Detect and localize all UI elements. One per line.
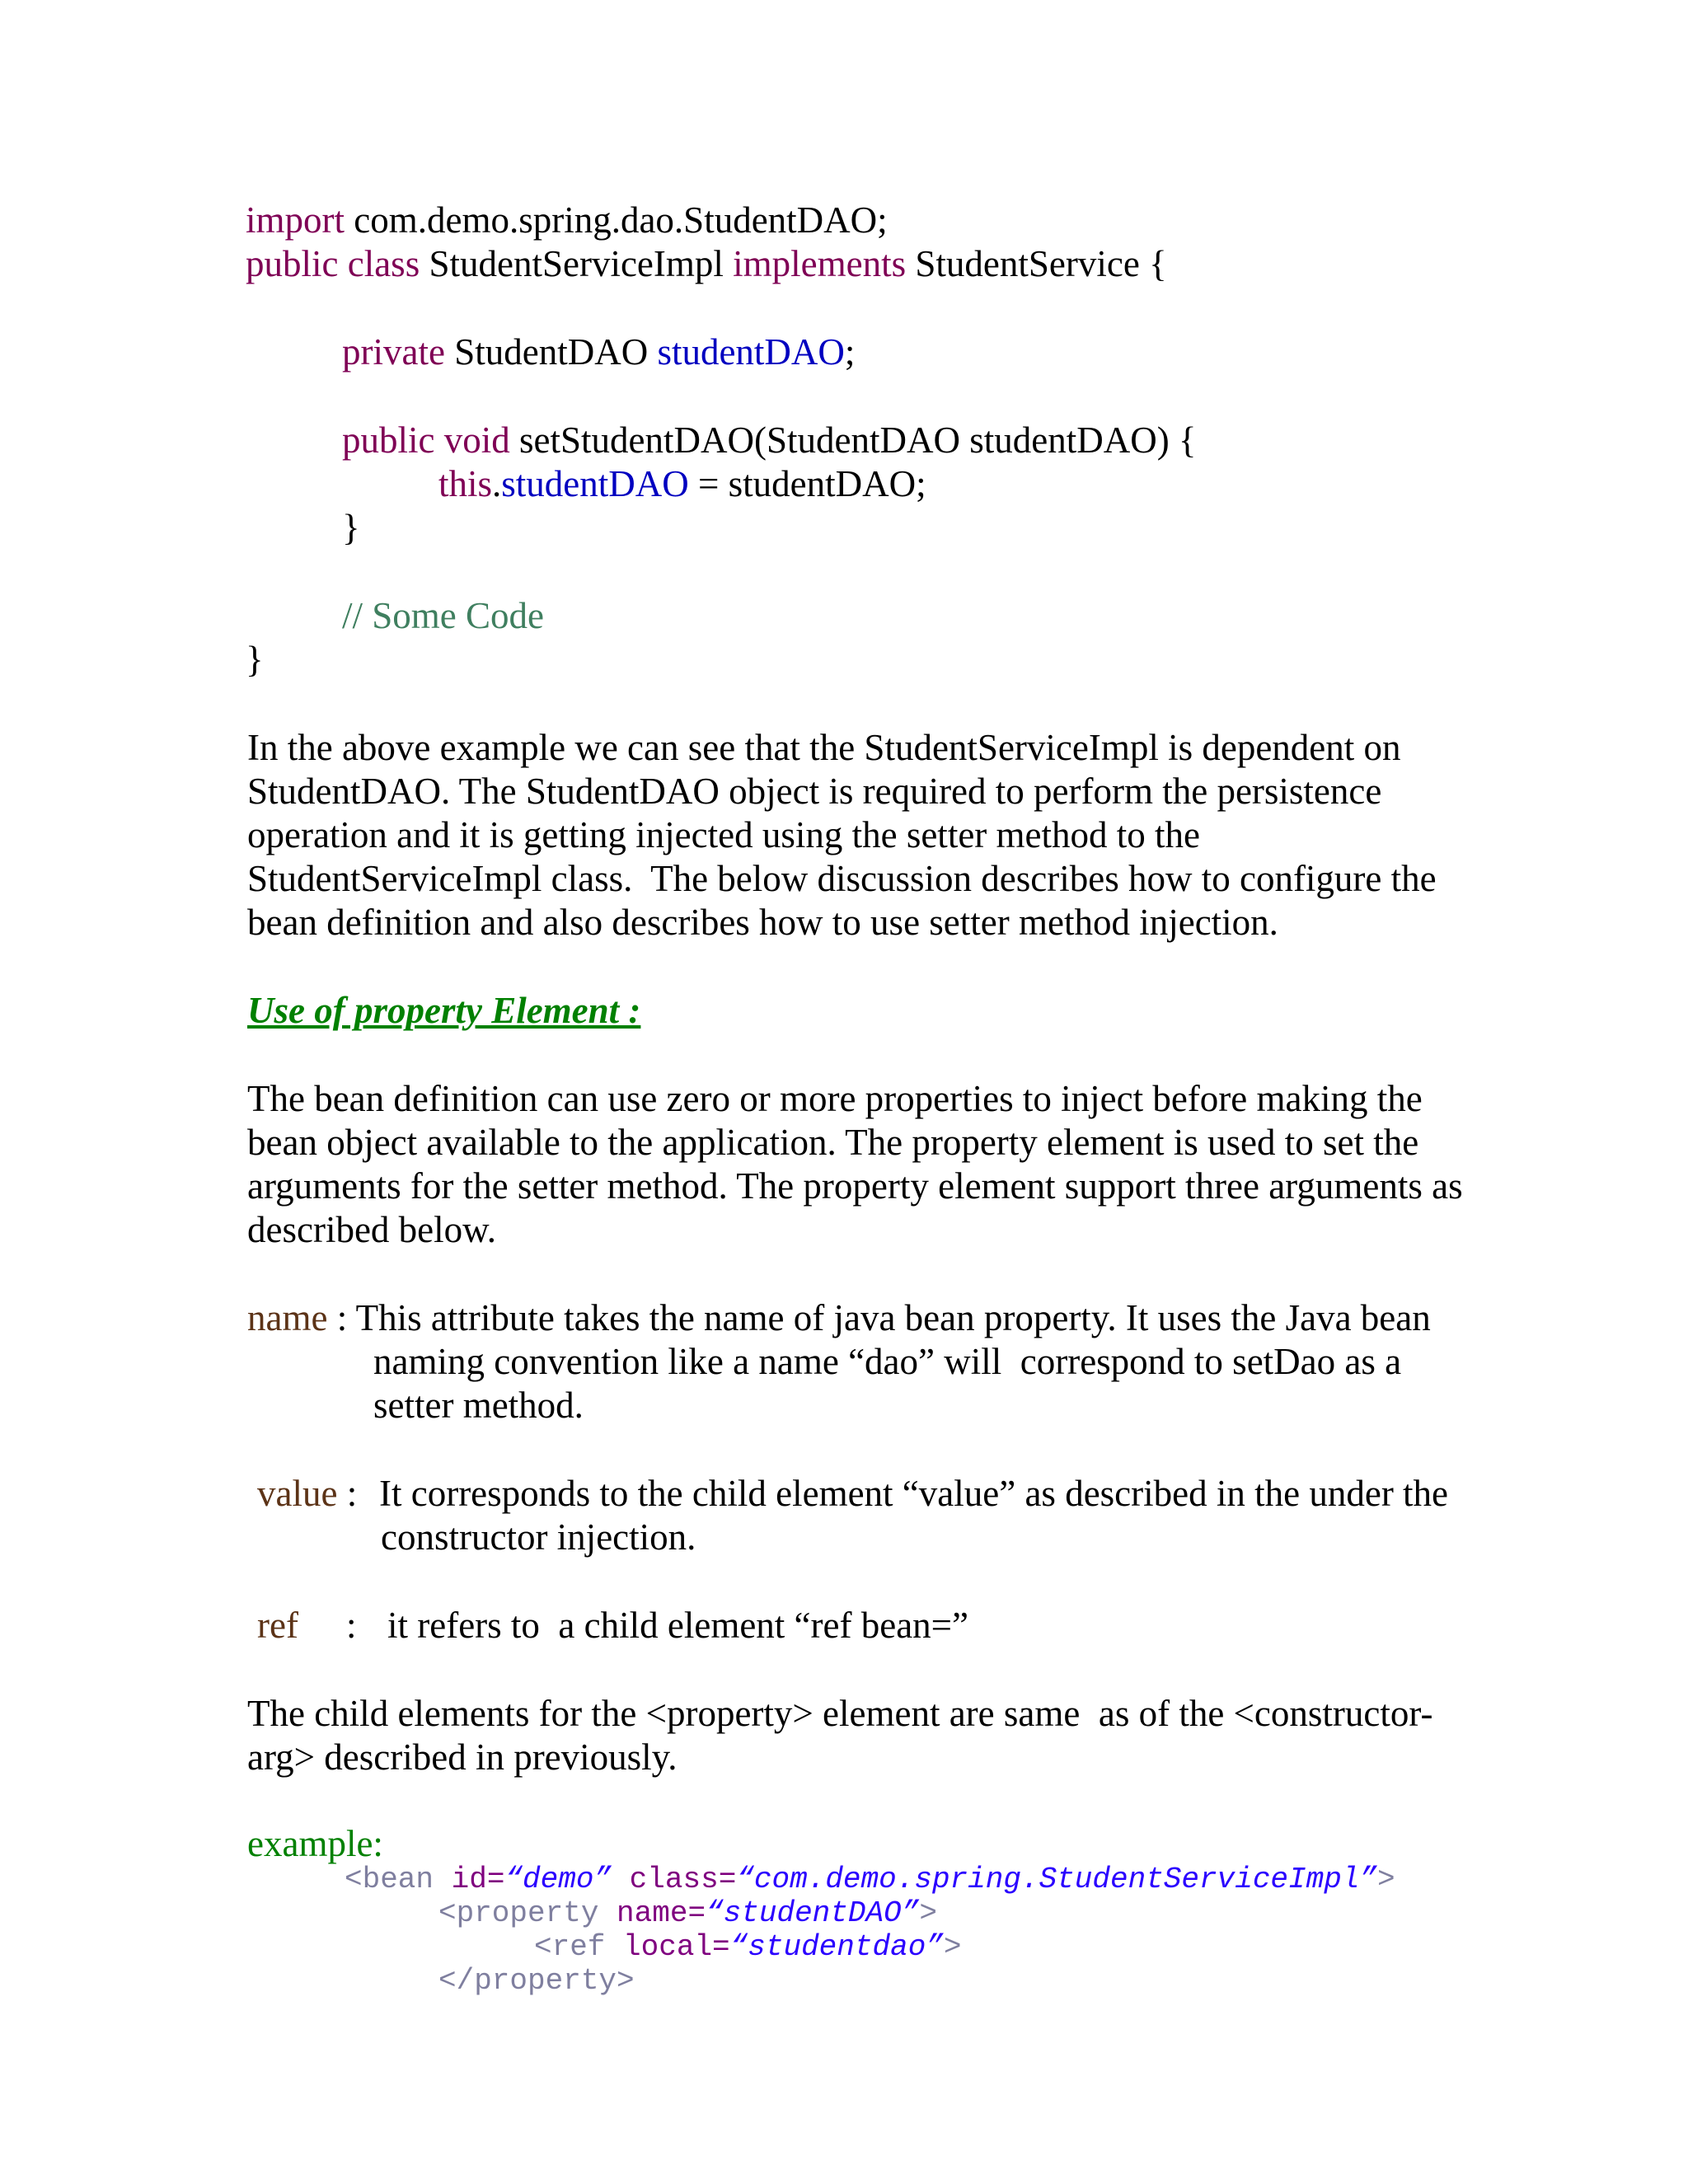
- paragraph3-line: The child elements for the <property> element are same as of the <constructor-: [247, 1693, 1433, 1734]
- this-field: studentDAO: [501, 463, 689, 504]
- attr-value-desc: It corresponds to the child element “value” as described in the under the: [379, 1473, 1449, 1514]
- assign-rest: = studentDAO;: [688, 463, 926, 504]
- code-class-close: }: [246, 639, 264, 680]
- code-field-line: [342, 330, 855, 374]
- xml-property-gt: >: [919, 1896, 937, 1930]
- keyword-public-method: public: [342, 419, 435, 461]
- paragraph3-line: arg> described in previously.: [247, 1736, 678, 1778]
- xml-class-val: “com.demo.spring.StudentServiceImpl”: [736, 1863, 1378, 1896]
- paragraph1-line: In the above example we can see that the StudentServiceImpl is dependent on: [247, 727, 1401, 768]
- attr-value-label: value: [257, 1473, 338, 1514]
- section-heading: Use of property Element :: [247, 990, 641, 1031]
- attr-name-desc-cont: naming convention like a name “dao” will correspond to setDao as a: [373, 1341, 1402, 1382]
- xml-ref-line: [534, 1930, 962, 1965]
- xml-property-open: <property: [438, 1896, 599, 1930]
- code-import-line: [246, 198, 888, 242]
- xml-name-attr: name=: [598, 1896, 706, 1930]
- paragraph1-line: StudentDAO. The StudentDAO object is required to perform the persistence: [247, 771, 1382, 812]
- xml-bean-gt: >: [1377, 1863, 1395, 1896]
- xml-property-end: </property>: [438, 1964, 635, 1998]
- xml-class-attr: class=: [612, 1863, 737, 1896]
- keyword-class: class: [347, 243, 420, 284]
- interface-name: StudentService {: [915, 243, 1167, 284]
- attr-name-sep: :: [327, 1297, 356, 1338]
- xml-bean-line: [345, 1863, 1395, 1897]
- paragraph1-line: operation and it is getting injected using the setter method to the: [247, 814, 1200, 855]
- field-name: studentDAO: [657, 331, 845, 373]
- paragraph2-line: The bean definition can use zero or more properties to inject before making the: [247, 1078, 1423, 1119]
- method-signature: setStudentDAO(StudentDAO studentDAO) {: [519, 419, 1197, 461]
- xml-ref-gt: >: [943, 1930, 962, 1964]
- keyword-public: public: [246, 243, 339, 284]
- keyword-this: this: [438, 463, 493, 504]
- attr-name-desc: This attribute takes the name of java bean property. It uses the Java bean: [355, 1297, 1431, 1338]
- paragraph1-line: StudentServiceImpl class. The below discussion describes how to configure the: [247, 858, 1437, 899]
- xml-ref-open: <ref: [534, 1930, 606, 1964]
- xml-id-attr: id=: [434, 1863, 505, 1896]
- keyword-void: void: [443, 419, 510, 461]
- import-path: com.demo.spring.dao.StudentDAO;: [345, 199, 888, 241]
- attr-ref-label: ref: [257, 1605, 298, 1646]
- xml-name-val: “studentDAO”: [706, 1896, 920, 1930]
- class-name: StudentServiceImpl: [429, 243, 724, 284]
- attr-name-desc-cont: setter method.: [373, 1385, 584, 1426]
- paragraph2-line: bean object available to the application. The property element is used to set the: [247, 1122, 1419, 1163]
- attr-name-line: [247, 1296, 1431, 1340]
- xml-id-val: “demo”: [504, 1863, 612, 1896]
- member-dot: .: [492, 463, 502, 504]
- attr-ref-sep: :: [346, 1605, 357, 1646]
- xml-bean-open: <bean: [345, 1863, 434, 1896]
- code-class-line: [246, 241, 1167, 286]
- xml-local-attr: local=: [605, 1930, 730, 1964]
- field-type: StudentDAO: [454, 331, 649, 373]
- code-assign-line: [438, 462, 926, 506]
- keyword-private: private: [342, 331, 445, 373]
- keyword-implements: implements: [733, 243, 907, 284]
- paragraph1-line: bean definition and also describes how to use setter method injection.: [247, 902, 1278, 943]
- attr-value-desc-cont: constructor injection.: [381, 1516, 696, 1558]
- keyword-import: import: [246, 199, 345, 241]
- field-semicolon: ;: [844, 331, 856, 373]
- example-label: example:: [247, 1823, 383, 1864]
- attr-name-label: name: [247, 1297, 328, 1338]
- code-comment: // Some Code: [342, 595, 544, 636]
- xml-property-line: [438, 1896, 937, 1931]
- code-method-line: [342, 418, 1197, 462]
- paragraph2-line: described below.: [247, 1209, 496, 1250]
- attr-value-sep: :: [337, 1473, 367, 1514]
- attr-value-line: [257, 1471, 366, 1516]
- xml-local-val: “studentdao”: [729, 1930, 944, 1964]
- code-method-close: }: [342, 507, 360, 548]
- attr-ref-desc: it refers to a child element “ref bean=”: [387, 1605, 969, 1646]
- paragraph2-line: arguments for the setter method. The property element support three arguments as: [247, 1165, 1463, 1207]
